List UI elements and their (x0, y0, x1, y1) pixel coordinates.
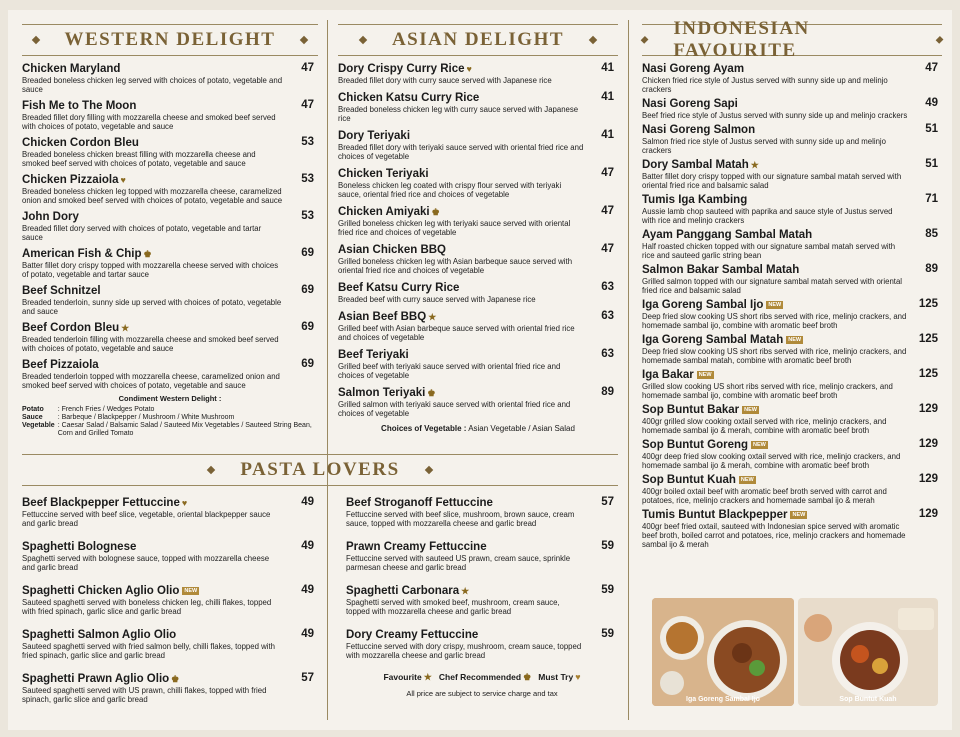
menu-item (642, 193, 942, 225)
menu-item-description: Sauteed spaghetti served with fried salmon belly, chilli flakes, topped with fried spinach, garlic slice and garlic bread (22, 642, 275, 660)
asian-section (338, 24, 618, 433)
menu-item (346, 496, 618, 528)
menu-item-title: Iga Bakar (642, 369, 694, 381)
menu-item-description: Breaded tenderloin filling with mozzarella cheese and smoked beef served with choices of potato, vegetable and sauce (22, 335, 279, 353)
menu-item-description: Fettuccine served with dory crispy, mushroom, cream sauce, topped with mozzarella cheese and garlic bread (346, 642, 582, 660)
condiment-label: Potato (22, 405, 44, 413)
menu-item-description: Breaded boneless chicken leg with curry sauce served with Japanese rice (338, 105, 579, 123)
menu-item-price: 51 (925, 123, 938, 135)
chef-hat-icon: ♚ (431, 207, 440, 217)
menu-item-price: 69 (301, 284, 314, 296)
menu-item-name (338, 205, 584, 219)
condiment-value: : Caesar Salad / Balsamic Salad / Sauteed Mix Vegetables / Sauteed String Bean, Corn and Grilled Tomato (57, 421, 312, 438)
menu-item (642, 62, 942, 94)
menu-item-title: Spaghetti Chicken Aglio Olio (22, 585, 180, 597)
indonesian-header (642, 18, 942, 61)
menu-item-name (22, 173, 284, 187)
menu-item-name (642, 333, 908, 347)
menu-item-name (22, 628, 284, 642)
menu-item-name (338, 310, 584, 324)
menu-item (338, 129, 618, 161)
menu-item-price: 125 (918, 368, 938, 380)
menu-item (346, 540, 618, 572)
menu-item-title: Nasi Goreng Salmon (642, 124, 756, 136)
menu-item-title: Asian Beef BBQ (338, 311, 427, 323)
menu-item (642, 333, 942, 365)
menu-item-name (22, 672, 284, 686)
menu-item-name (22, 496, 284, 510)
asian-header (338, 24, 618, 56)
menu-item (22, 540, 318, 572)
diamond-icon (641, 36, 649, 44)
menu-item (22, 628, 318, 660)
menu-item-description: Grilled salmon with teriyaki sauce served with oriental fried rice and choices of vegetable (338, 400, 571, 418)
menu-item-name (338, 167, 584, 181)
menu-item-price: 47 (925, 62, 938, 74)
menu-item (338, 310, 618, 342)
western-header (22, 24, 318, 56)
asian-items (338, 62, 618, 418)
menu-item-description: 400gr deep fried slow cooking oxtail served with rice, melinjo crackers, and homemade sambal ijo & merah, combine with aromatic beef broth (642, 452, 901, 470)
heart-icon: ♥ (575, 672, 581, 682)
menu-item-title: Dory Crispy Curry Rice (338, 63, 465, 75)
menu-item-price: 129 (918, 473, 938, 485)
menu-item-title: Ayam Panggang Sambal Matah (642, 229, 813, 241)
pasta-right-items (346, 496, 618, 660)
menu-item-description: Sauteed spaghetti served with US prawn, chilli flakes, topped with fried spinach, garlic slice and garlic bread (22, 686, 267, 704)
menu-item-title: Spaghetti Salmon Aglio Olio (22, 629, 177, 641)
menu-item-description: Spaghetti served with smoked beef, mushroom, cream sauce, topped with mozzarella cheese and garlic bread (346, 598, 560, 616)
menu-item-price: 47 (301, 99, 314, 111)
menu-item-title: Sop Buntut Kuah (642, 474, 736, 486)
menu-item (22, 173, 318, 205)
menu-item-price: 89 (601, 386, 614, 398)
menu-item-name (338, 348, 584, 362)
menu-item (338, 62, 618, 85)
new-badge: NEW (184, 588, 198, 594)
star-icon: ★ (428, 312, 437, 322)
menu-item-description: Sauteed spaghetti served with boneless chicken leg, chilli flakes, topped with fried spinach, garlic slice and garlic bread (22, 598, 272, 616)
menu-item (22, 284, 318, 316)
menu-item-description: Half roasted chicken topped with our signature sambal matah served with rice and sauteed garlic string bean (642, 242, 896, 260)
menu-item (642, 97, 942, 120)
menu-item (642, 298, 942, 330)
star-icon: ★ (461, 586, 470, 596)
menu-item-price: 51 (925, 158, 938, 170)
menu-item-title: Sop Buntut Goreng (642, 439, 749, 451)
new-badge: NEW (740, 477, 754, 483)
menu-item-name (22, 62, 284, 76)
legend (346, 672, 618, 683)
menu-item (22, 672, 318, 704)
menu-item-title: Prawn Creamy Fettuccine (346, 541, 487, 553)
western-items (22, 62, 318, 390)
menu-item-name (22, 321, 284, 335)
menu-item (22, 358, 318, 390)
new-badge: NEW (788, 337, 802, 343)
divider (628, 20, 629, 720)
menu-item-description: Beef fried rice style of Justus served with sunny side up and melinjo crackers (642, 111, 908, 120)
legend-must-try: Must Try (538, 672, 574, 682)
menu-item (22, 210, 318, 242)
menu-item-title: Tumis Iga Kambing (642, 194, 748, 206)
menu-item-description: 400gr boiled oxtail beef with aromatic beef broth served with carrot and potatoes, rice, melinjo crackers and homemade sambal ijo & merah (642, 487, 887, 505)
menu-item-description: Batter fillet dory crispy topped with mozzarella cheese served with choices of potato, vegetable and tartar sauce (22, 261, 279, 279)
menu-item-title: Beef Blackpepper Fettuccine (22, 497, 180, 509)
menu-item-description: Breaded tenderloin topped with mozzarella cheese, caramelized onion and smoked beef served with choices of potato, vegetable and sauce (22, 372, 280, 390)
menu-item-name (642, 228, 908, 242)
new-badge: NEW (792, 512, 806, 518)
menu-item-price: 59 (601, 584, 614, 596)
menu-item-title: Spaghetti Prawn Aglio Olio (22, 673, 170, 685)
star-icon: ★ (750, 160, 759, 170)
menu-item-price: 125 (918, 298, 938, 310)
menu-item-price: 49 (301, 584, 314, 596)
menu-item-title: Dory Creamy Fettuccine (346, 629, 479, 641)
menu-item-name (346, 584, 584, 598)
menu-item-price: 57 (301, 672, 314, 684)
menu-item-description: Chicken fried rice style of Justus served with sunny side up and melinjo crackers (642, 76, 888, 94)
menu-item-title: Beef Teriyaki (338, 349, 409, 361)
menu-item-price: 47 (601, 167, 614, 179)
menu-item-name (642, 473, 908, 487)
menu-item-name (338, 91, 584, 105)
section-title: ASIAN DELIGHT (391, 29, 565, 50)
menu-item-description: 400gr beef fried oxtail, sauteed with Indonesian spice served with aromatic beef broth, boiled carrot and potatoes, rice, melinjo crackers and homemade sambal ijo & merah (642, 522, 906, 549)
star-icon: ★ (121, 323, 130, 333)
menu-item-description: Breaded tenderloin, sunny side up served with choices of potato, vegetable and sauce (22, 298, 282, 316)
menu-item-title: Salmon Bakar Sambal Matah (642, 264, 800, 276)
menu-item-description: Breaded fillet dory filling with mozzarella cheese and smoked beef served with choices of potato, vegetable and sauce (22, 113, 276, 131)
heart-icon: ♥ (466, 64, 472, 74)
new-badge: NEW (744, 407, 757, 413)
menu-item-name (22, 284, 284, 298)
heart-icon: ♥ (181, 498, 188, 508)
menu-item (338, 348, 618, 380)
menu-item-title: Chicken Pizzaiola (22, 174, 119, 186)
menu-item (338, 91, 618, 123)
menu-item-description: Fettuccine served with sauteed US prawn, cream sauce, sprinkle parmesan cheese and garlic bread (346, 554, 571, 572)
indonesian-items (642, 62, 942, 549)
diamond-icon (207, 466, 215, 474)
new-badge: NEW (698, 372, 712, 378)
menu-item (642, 403, 942, 435)
menu-item-price: 49 (925, 97, 938, 109)
menu-item-price: 129 (918, 438, 938, 450)
menu-item (642, 158, 942, 190)
chef-hat-icon: ♚ (171, 674, 180, 684)
menu-item-name (642, 263, 908, 277)
menu-item-name (22, 540, 284, 554)
menu-item (338, 167, 618, 199)
sop-buntut-photo (798, 598, 938, 706)
menu-item (22, 136, 318, 168)
menu-item-price: 63 (601, 348, 614, 360)
menu-item-title: Dory Teriyaki (338, 130, 411, 142)
menu-item-description: Breaded boneless chicken breast filling with mozzarella cheese and smoked beef served with choices of potato, vegetable and sauce (22, 150, 256, 168)
section-title: INDONESIAN FAVOURITE (673, 18, 810, 61)
menu-item-description: 400gr grilled slow cooking oxtail served with rice, melinjo crackers, and homemade sambal ijo & merah, combine with aromatic beef broth (642, 417, 887, 435)
menu-item-title: Spaghetti Carbonara (346, 585, 460, 597)
condiment-value: : Barbeque / Blackpepper / Mushroom / White Mushroom (57, 413, 235, 421)
menu-item (338, 386, 618, 418)
menu-item-name (346, 496, 584, 510)
menu-item-title: Beef Cordon Bleu (22, 322, 120, 334)
menu-item (338, 281, 618, 304)
menu-item-name (22, 210, 284, 224)
menu-item-title: Dory Sambal Matah (642, 159, 749, 171)
condiment-table (22, 406, 318, 439)
menu-item-price: 63 (601, 281, 614, 293)
menu-item-title: Spaghetti Bolognese (22, 541, 137, 553)
menu-item (338, 243, 618, 275)
menu-item-price: 57 (601, 496, 614, 508)
menu-item (642, 508, 942, 549)
pasta-header (22, 454, 618, 486)
condiment-label: Vegetable (22, 421, 55, 429)
food-photo (652, 598, 794, 706)
photo-caption: Sop Buntut Kuah (839, 696, 897, 703)
diamond-icon (589, 36, 597, 44)
menu-item-name (22, 247, 284, 261)
heart-icon: ♥ (120, 175, 126, 185)
pasta-left-items (22, 496, 318, 704)
menu-item-name (22, 136, 284, 150)
menu-item-name (22, 584, 284, 598)
menu-item-title: Chicken Katsu Curry Rice (338, 92, 480, 104)
menu-item (22, 62, 318, 94)
menu-item-description: Grilled boneless chicken leg with teriyaki sauce served with oriental fried rice and choices of vegetable (338, 219, 571, 237)
menu-item-name (346, 540, 584, 554)
menu-item (22, 99, 318, 131)
menu-item-price: 53 (301, 210, 314, 222)
iga-goreng-photo (652, 598, 794, 706)
menu-item-title: Chicken Amiyaki (338, 206, 430, 218)
menu-item-title: Chicken Cordon Bleu (22, 137, 139, 149)
menu-item-price: 63 (601, 310, 614, 322)
diamond-icon (300, 36, 308, 44)
menu-item-title: Iga Goreng Sambal Matah (642, 334, 784, 346)
menu-item (642, 123, 942, 155)
menu-item-description: Grilled slow cooking US short ribs served with rice, melinjo crackers, and homemade sambal ijo, combine with aromatic beef broth (642, 382, 893, 400)
menu-item-description: Breaded fillet dory with curry sauce served with Japanese rice (338, 76, 552, 85)
menu-item-description: Batter fillet dory crispy topped with our signature sambal matah served with oriental fried rice and balsamic salad (642, 172, 902, 190)
menu-item-description: Breaded fillet dory with teriyaki sauce served with oriental fried rice and choices of vegetable (338, 143, 584, 161)
pasta-left (22, 496, 318, 716)
menu-item-description: Salmon fried rice style of Justus served with sunny side up and melinjo crackers (642, 137, 886, 155)
menu-item-title: Chicken Maryland (22, 63, 121, 75)
indonesian-section (642, 18, 942, 552)
diamond-icon (424, 466, 432, 474)
vegetable-choices-label: Choices of Vegetable : (381, 424, 467, 433)
menu-item-description: Breaded boneless chicken leg served with choices of potato, vegetable and sauce (22, 76, 283, 94)
menu-item (346, 628, 618, 660)
menu-item-description: Breaded boneless chicken leg topped with mozzarella cheese, caramelized onion and smoked beef served with choices of potato, vegetable and sauce (22, 187, 283, 205)
menu-item-name (642, 97, 908, 111)
menu-item-title: Chicken Teriyaki (338, 168, 429, 180)
condiment-title: Condiment Western Delight : (118, 394, 222, 403)
price-note: All price are subject to service charge and tax (406, 689, 558, 698)
menu-item (642, 368, 942, 400)
legend-chef: Chef Recommended (438, 672, 522, 682)
menu-item-title: Salmon Teriyaki (338, 387, 426, 399)
menu-item-name (642, 193, 908, 207)
menu-item (338, 205, 618, 237)
menu-item-description: Grilled beef with Asian barbeque sauce served with oriental fried rice and choices of vegetable (338, 324, 575, 342)
menu-item (642, 228, 942, 260)
menu-item-price: 59 (601, 540, 614, 552)
menu-item-description: Deep fried slow cooking US short ribs served with rice, melinjo crackers, and homemade sambal matah, combine with aromatic beef broth (642, 347, 907, 365)
vegetable-choices (338, 424, 618, 433)
menu-item-price: 49 (301, 628, 314, 640)
menu-item-name (642, 62, 908, 76)
menu-item-description: Breaded beef with curry sauce served with Japanese rice (338, 295, 536, 304)
menu-item-price: 49 (301, 496, 314, 508)
menu-item-description: Fettuccine served with beef slice, vegetable, oriental blackpepper sauce and garlic bread (22, 510, 271, 528)
menu-item-price: 69 (301, 247, 314, 259)
menu-item-price: 85 (925, 228, 938, 240)
photo-caption: Iga Goreng Sambal Ijo (686, 696, 760, 703)
menu-item-name (642, 403, 908, 417)
menu-item-title: Fish Me to The Moon (22, 100, 137, 112)
menu-item-title: John Dory (22, 211, 79, 223)
menu-item-name (642, 438, 908, 452)
menu-item (642, 263, 942, 295)
menu-item-price: 69 (301, 358, 314, 370)
menu-item-name (22, 99, 284, 113)
menu-item-price: 47 (601, 205, 614, 217)
menu-item-price: 71 (925, 193, 938, 205)
chef-hat-icon: ♚ (523, 672, 532, 682)
menu-item-name (642, 368, 908, 382)
menu-item-price: 47 (301, 62, 314, 74)
menu-item-price: 41 (601, 62, 614, 74)
menu-item-name (338, 62, 584, 76)
menu-item-title: Beef Stroganoff Fettuccine (346, 497, 493, 509)
menu-item-title: American Fish & Chip (22, 248, 142, 260)
menu-item-price: 129 (918, 508, 938, 520)
menu-item-name (22, 358, 284, 372)
menu-item-title: Nasi Goreng Sapi (642, 98, 738, 110)
diamond-icon (31, 36, 39, 44)
menu-item-description: Grilled beef with teriyaki sauce served with oriental fried rice and choices of vegetable (338, 362, 561, 380)
menu-item-description: Breaded fillet dory served with choices of potato, vegetable and tartar sauce (22, 224, 262, 242)
pasta-section (22, 454, 618, 492)
menu-item (22, 247, 318, 279)
condiment-box (22, 395, 318, 438)
menu-item-name (338, 281, 584, 295)
menu-item-description: Deep fried slow cooking US short ribs served with rice, melinjo crackers, and homemade sambal ijo, combine with aromatic beef broth (642, 312, 907, 330)
condiment-label: Sauce (22, 413, 43, 421)
menu-item-title: Beef Pizzaiola (22, 359, 99, 371)
menu-item-title: Iga Goreng Sambal Ijo (642, 299, 764, 311)
menu-item-name (642, 298, 908, 312)
menu-item-price: 49 (301, 540, 314, 552)
menu-item-price: 41 (601, 91, 614, 103)
menu-item-price: 129 (918, 403, 938, 415)
menu-item-title: Sop Buntut Bakar (642, 404, 740, 416)
legend-favourite: Favourite (383, 672, 422, 682)
menu-item-price: 53 (301, 136, 314, 148)
new-badge: NEW (768, 302, 782, 308)
menu-item-title: Asian Chicken BBQ (338, 244, 446, 256)
section-title: WESTERN DELIGHT (64, 29, 276, 50)
menu-item-title: Tumis Buntut Blackpepper (642, 509, 788, 521)
menu-item-description: Boneless chicken leg coated with crispy flour served with teriyaki sauce, oriental fried rice and choices of vegetable (338, 181, 562, 199)
menu-item-description: Fettuccine served with beef slice, mushroom, brown sauce, cream sauce, topped with mozzarella cheese and garlic bread (346, 510, 575, 528)
menu-item-name (346, 628, 584, 642)
vegetable-choices-value: Asian Vegetable / Asian Salad (468, 424, 575, 433)
menu-item-price: 89 (925, 263, 938, 275)
menu-item-title: Beef Katsu Curry Rice (338, 282, 460, 294)
food-photo (798, 598, 938, 706)
menu-item (22, 584, 318, 616)
menu-item-description: Grilled salmon topped with our signature sambal matah served with oriental fried rice and balsamic salad (642, 277, 903, 295)
diamond-icon (359, 36, 367, 44)
menu-item-price: 41 (601, 129, 614, 141)
menu-item-description: Aussie lamb chop sauteed with paprika and sauce style of Justus served with rice and melinjo crackers (642, 207, 893, 225)
menu-item-description: Grilled boneless chicken leg with Asian barbeque sauce served with oriental fried rice and choices of vegetable (338, 257, 573, 275)
menu-item-name (338, 243, 584, 257)
western-section (22, 24, 318, 438)
chef-hat-icon: ♚ (143, 249, 152, 259)
section-title: PASTA LOVERS (240, 459, 400, 480)
menu-item-name (642, 123, 908, 137)
star-icon: ★ (423, 672, 432, 682)
menu-item-price: 47 (601, 243, 614, 255)
chef-hat-icon: ♚ (427, 388, 436, 398)
menu-item-name (338, 386, 584, 400)
menu-item-price: 125 (918, 333, 938, 345)
menu-item-name (642, 158, 908, 172)
menu-item-price: 59 (601, 628, 614, 640)
menu-item (22, 321, 318, 353)
menu-item-name (338, 129, 584, 143)
divider (327, 20, 328, 720)
menu-item (642, 473, 942, 505)
menu-item-price: 69 (301, 321, 314, 333)
menu-item-title: Nasi Goreng Ayam (642, 63, 745, 75)
menu-item (22, 496, 318, 528)
menu-item (346, 584, 618, 616)
menu-item-title: Beef Schnitzel (22, 285, 101, 297)
new-badge: NEW (753, 442, 766, 448)
menu-item-description: Spaghetti served with bolognese sauce, topped with mozzarella cheese and garlic bread (22, 554, 270, 572)
menu-item (642, 438, 942, 470)
pasta-right (346, 496, 618, 698)
menu-item-price: 53 (301, 173, 314, 185)
condiment-value: : French Fries / Wedges Potato (57, 405, 155, 413)
menu-item-name (642, 508, 908, 522)
